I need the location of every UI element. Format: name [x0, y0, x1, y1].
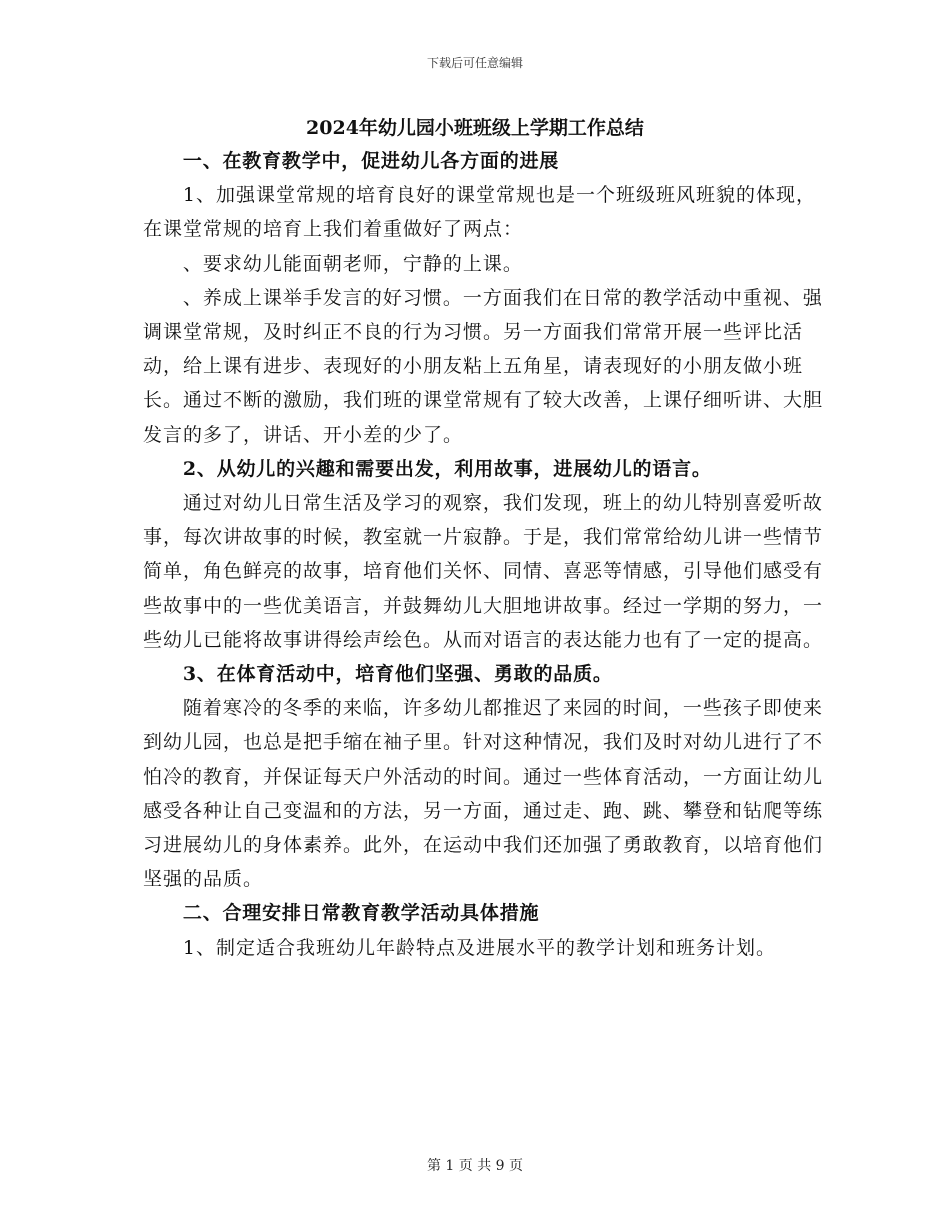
document-body: [143, 144, 823, 965]
page-header-note: 下载后可任意编辑: [426, 56, 523, 70]
paragraph-6: 1、制定适合我班幼儿年龄特点及进展水平的教学计划和班务计划。: [182, 936, 776, 959]
section-heading-2: 二、合理安排日常教育教学活动具体措施: [182, 902, 540, 925]
page-number: 第 1 页 共 9 页: [426, 1158, 524, 1174]
paragraph-2: 、要求幼儿能面朝老师，宁静的上课。: [182, 252, 523, 275]
paragraph-3: 、养成上课举手发言的好习惯。一方面我们在日常的教学活动中重视、强调课堂常规，及时纠正不良的行为习惯。另一方面我们常常开展一些评比活动，给上课有进步、表现好的小朋友粘上五角星，请表现好的小朋友做小班长。通过不断的激励，我们班的课堂常规有了较大改善，上课仔细听讲、大胆发言的多了，讲话、开小差的少了。: [143, 286, 824, 446]
paragraph-1: 1、加强课堂常规的培育良好的课堂常规也是一个班级班风班貌的体现，在课堂常规的培育上我们着重做好了两点：: [143, 184, 816, 241]
paragraph-5: 随着寒冷的冬季的来临，许多幼儿都推迟了来园的时间，一些孩子即使来到幼儿园，也总是把手缩在袖子里。针对这种情况，我们及时对幼儿进行了不怕冷的教育，并保证每天户外活动的时间。通过一些体育活动，一方面让幼儿感受各种让自己变温和的方法，另一方面，通过走、跑、跳、攀登和钻爬等练习进展幼儿的身体素养。此外，在运动中我们还加强了勇敢教育，以培育他们坚强的品质。: [143, 697, 824, 891]
subsection-heading-2: 2、从幼儿的兴趣和需要出发，利用故事，进展幼儿的语言。: [182, 457, 712, 480]
subsection-heading-3: 3、在体育活动中，培育他们坚强、勇敢的品质。: [182, 663, 613, 686]
document-title: 2024年幼儿园小班班级上学期工作总结: [306, 117, 644, 139]
paragraph-4: 通过对幼儿日常生活及学习的观察，我们发现，班上的幼儿特别喜爱听故事，每次讲故事的时候，教室就一片寂静。于是，我们常常给幼儿讲一些情节简单，角色鲜亮的故事，培育他们关怀、同情、喜恶等情感，引导他们感受有些故事中的一些优美语言，并鼓舞幼儿大胆地讲故事。经过一学期的努力，一些幼儿已能将故事讲得绘声绘色。从而对语言的表达能力也有了一定的提高。: [143, 492, 824, 651]
section-heading-1: 一、在教育教学中，促进幼儿各方面的进展: [182, 150, 560, 172]
